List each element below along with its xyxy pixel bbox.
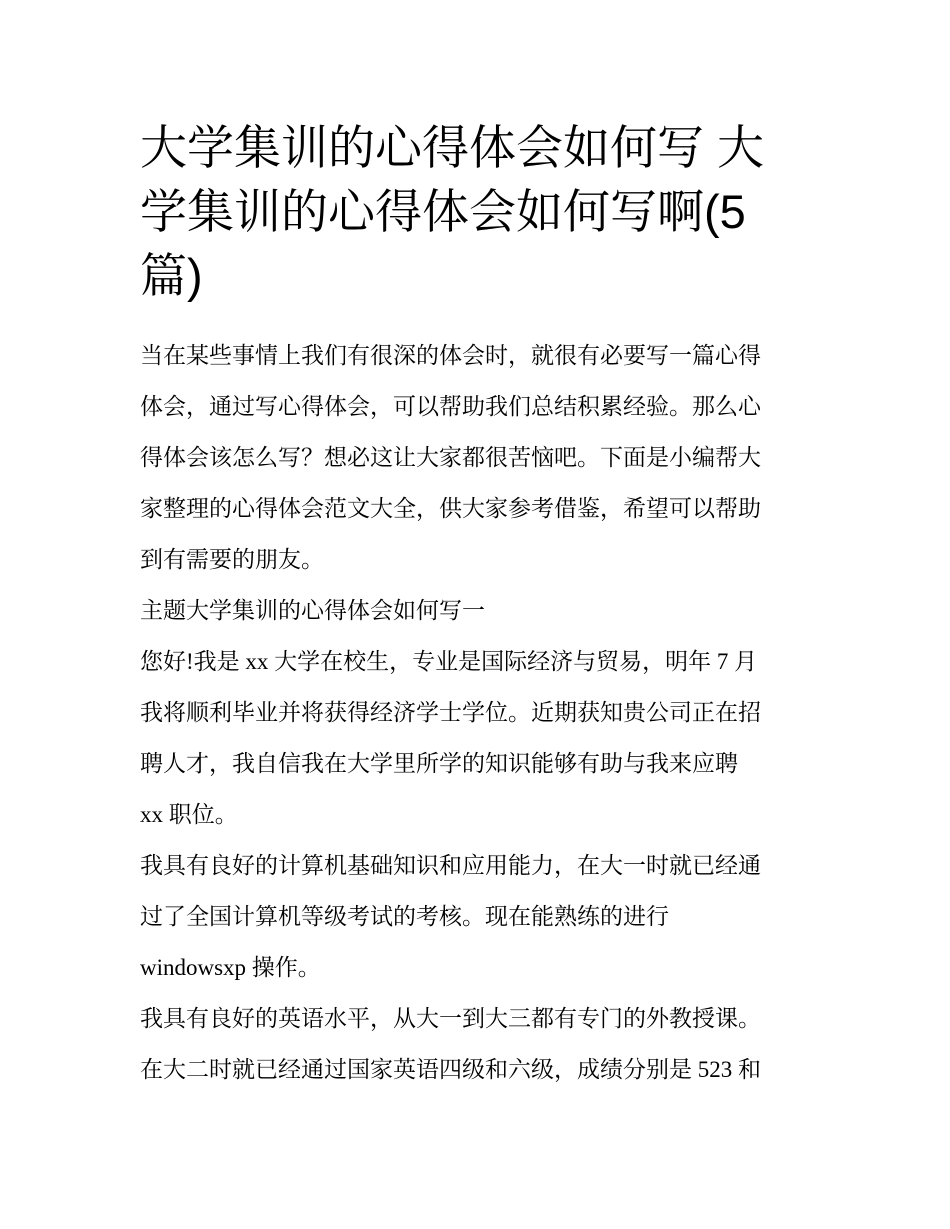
text-line: windowsxp 操作。 [140, 955, 321, 980]
text-line: 当在某些事情上我们有很深的体会时，就很有必要写一篇心得 [140, 343, 761, 368]
title-line-3: 篇) [140, 249, 203, 302]
title-line-1: 大学集训的心得体会如何写 大 [140, 121, 765, 174]
text-line: 主题大学集训的心得体会如何写一 [140, 598, 485, 623]
body-paragraph [140, 993, 812, 1095]
text-line: 我具有良好的计算机基础知识和应用能力，在大一时就已经通 [140, 853, 761, 878]
document-title [140, 116, 812, 308]
text-line: 在大二时就已经通过国家英语四级和六级，成绩分别是 523 和 [140, 1057, 761, 1082]
body-paragraph [140, 840, 812, 993]
text-line: 得体会该怎么写？想必这让大家都很苦恼吧。下面是小编帮大 [140, 445, 761, 470]
text-line: 您好!我是 xx 大学在校生，专业是国际经济与贸易，明年 7 月 [140, 649, 758, 674]
text-line: 到有需要的朋友。 [140, 547, 324, 572]
text-line: 聘人才，我自信我在大学里所学的知识能够有助与我来应聘 [140, 751, 738, 776]
body-paragraph [140, 636, 812, 840]
text-line: 家整理的心得体会范文大全，供大家参考借鉴，希望可以帮助 [140, 496, 761, 521]
section-heading [140, 585, 812, 636]
text-line: 体会，通过写心得体会，可以帮助我们总结积累经验。那么心 [140, 394, 761, 419]
title-line-2: 学集训的心得体会如何写啊(5 [140, 185, 746, 238]
text-line: 我具有良好的英语水平，从大一到大三都有专门的外教授课。 [140, 1006, 761, 1031]
text-line: xx 职位。 [140, 802, 238, 827]
intro-paragraph [140, 330, 812, 585]
text-line: 我将顺利毕业并将获得经济学士学位。近期获知贵公司正在招 [140, 700, 761, 725]
document-body [140, 116, 812, 1095]
text-line: 过了全国计算机等级考试的考核。现在能熟练的进行 [140, 904, 669, 929]
